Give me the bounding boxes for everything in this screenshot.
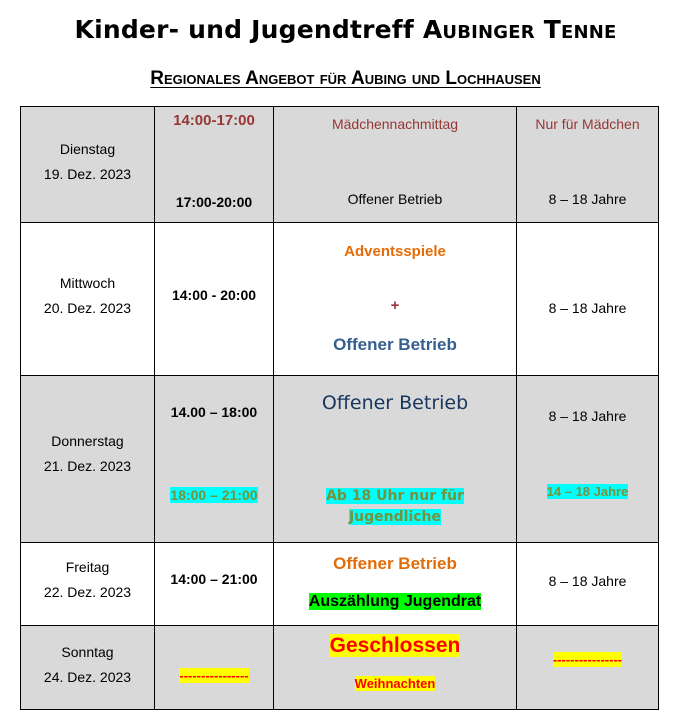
activity-note: Jugendliche bbox=[348, 509, 442, 525]
day-label: Mittwoch bbox=[59, 275, 116, 291]
activity-label: Offener Betrieb bbox=[333, 335, 457, 354]
age-cell bbox=[517, 107, 659, 223]
time-cell bbox=[155, 376, 274, 543]
day-cell bbox=[21, 543, 155, 626]
time-slot: 14:00 - 20:00 bbox=[171, 287, 257, 303]
date-label: 22. Dez. 2023 bbox=[43, 584, 132, 600]
day-cell bbox=[21, 626, 155, 710]
schedule-table bbox=[20, 106, 659, 710]
age-label: 8 – 18 Jahre bbox=[548, 300, 627, 316]
activity-cell bbox=[274, 626, 517, 710]
activity-note: Ab 18 Uhr nur für bbox=[326, 488, 464, 504]
activity-cell bbox=[274, 376, 517, 543]
time-cell bbox=[155, 543, 274, 626]
age-label: 8 – 18 Jahre bbox=[548, 408, 627, 424]
activity-note: Auszählung Jugendrat bbox=[308, 593, 482, 610]
closed-dashes: ---------------- bbox=[179, 668, 249, 683]
table-row bbox=[21, 376, 659, 543]
table-row bbox=[21, 223, 659, 376]
day-cell bbox=[21, 107, 155, 223]
page-subtitle bbox=[0, 68, 691, 90]
date-label: 19. Dez. 2023 bbox=[43, 166, 132, 182]
activity-label: Offener Betrieb bbox=[333, 554, 457, 573]
page-title bbox=[0, 15, 691, 44]
table-row bbox=[21, 543, 659, 626]
subtitle-text: Regionales Angebot für Aubing und Lochhausen bbox=[150, 68, 541, 89]
activity-label: Mädchennachmittag bbox=[331, 116, 459, 132]
holiday-label: Weihnachten bbox=[354, 676, 436, 691]
activity-cell bbox=[274, 223, 517, 376]
age-label: Nur für Mädchen bbox=[535, 116, 640, 132]
age-cell bbox=[517, 626, 659, 710]
time-cell bbox=[155, 107, 274, 223]
time-cell bbox=[155, 626, 274, 710]
time-slot: 14.00 – 18:00 bbox=[170, 404, 258, 420]
age-cell bbox=[517, 543, 659, 626]
time-slot: 14:00 – 21:00 bbox=[170, 571, 258, 587]
day-label: Freitag bbox=[65, 559, 110, 575]
date-label: 20. Dez. 2023 bbox=[43, 300, 132, 316]
day-label: Dienstag bbox=[59, 141, 116, 157]
age-cell bbox=[517, 223, 659, 376]
date-label: 24. Dez. 2023 bbox=[43, 669, 132, 685]
table-row bbox=[21, 107, 659, 223]
closed-label: Geschlossen bbox=[329, 634, 461, 657]
title-main: Kinder- und Jugendtreff bbox=[74, 15, 423, 44]
activity-cell bbox=[274, 107, 517, 223]
date-label: 21. Dez. 2023 bbox=[43, 458, 132, 474]
title-venue: Aubinger Tenne bbox=[422, 15, 617, 44]
age-label: 8 – 18 Jahre bbox=[548, 191, 627, 207]
activity-plus: + bbox=[390, 297, 400, 314]
day-label: Sonntag bbox=[61, 644, 114, 660]
day-cell bbox=[21, 376, 155, 543]
activity-label: Offener Betrieb bbox=[321, 392, 469, 414]
time-cell bbox=[155, 223, 274, 376]
time-slot: 17:00-20:00 bbox=[175, 194, 253, 210]
time-slot: 14:00-17:00 bbox=[173, 112, 255, 129]
age-label: 14 – 18 Jahre bbox=[546, 484, 629, 499]
activity-label: Offener Betrieb bbox=[347, 191, 443, 207]
age-cell bbox=[517, 376, 659, 543]
activity-label: Adventsspiele bbox=[344, 243, 446, 260]
day-label: Donnerstag bbox=[51, 433, 124, 449]
time-slot: 18:00 – 21:00 bbox=[170, 487, 258, 503]
closed-dashes: ---------------- bbox=[552, 652, 623, 667]
day-cell bbox=[21, 223, 155, 376]
table-row bbox=[21, 626, 659, 710]
activity-cell bbox=[274, 543, 517, 626]
age-label: 8 – 18 Jahre bbox=[548, 573, 627, 589]
